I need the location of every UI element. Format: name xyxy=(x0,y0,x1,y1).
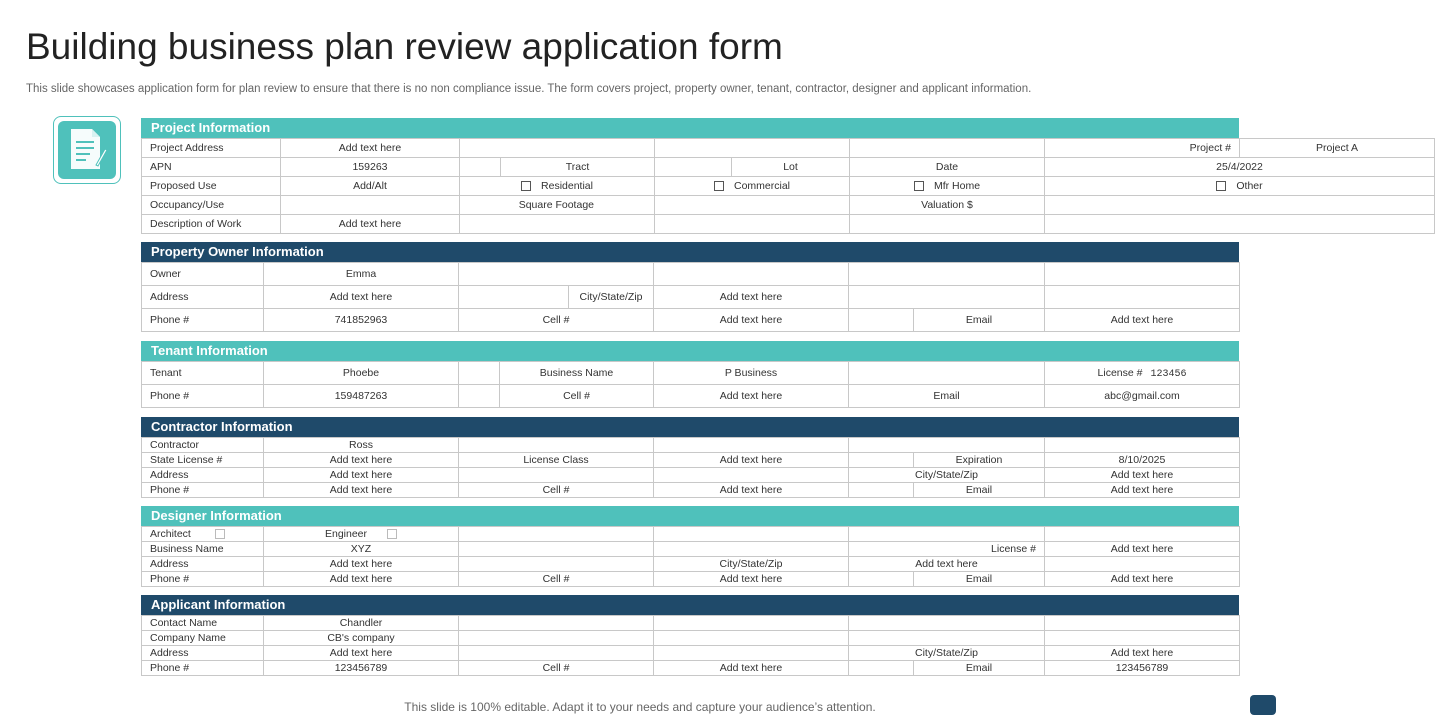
project-number-field[interactable]: Project A xyxy=(1240,139,1435,158)
empty-cell[interactable] xyxy=(849,616,1045,631)
designer-city-label: City/State/Zip xyxy=(654,557,849,572)
empty-cell[interactable] xyxy=(654,631,849,646)
designer-phone-label: Phone # xyxy=(142,572,264,587)
occupancy-field[interactable] xyxy=(281,196,460,215)
page-title: Building business plan review application form xyxy=(26,26,783,67)
empty-cell[interactable] xyxy=(849,453,914,468)
state-license-field[interactable]: Add text here xyxy=(264,453,459,468)
contractor-email-label: Email xyxy=(914,483,1045,498)
empty-cell[interactable] xyxy=(655,139,850,158)
empty-cell[interactable] xyxy=(459,631,654,646)
empty-cell[interactable] xyxy=(460,139,655,158)
applicant-cell-label: Cell # xyxy=(459,661,654,676)
applicant-cell-field[interactable]: Add text here xyxy=(654,661,849,676)
empty-cell[interactable] xyxy=(459,468,654,483)
valuation-field[interactable] xyxy=(1045,196,1435,215)
designer-section xyxy=(141,506,1239,587)
company-name-field[interactable]: CB's company xyxy=(264,631,459,646)
architect-checkbox[interactable] xyxy=(215,529,225,539)
contractor-city-label: City/State/Zip xyxy=(849,468,1045,483)
project-address-label: Project Address xyxy=(142,139,281,158)
valuation-label: Valuation $ xyxy=(850,196,1045,215)
empty-cell[interactable] xyxy=(1045,527,1240,542)
description-of-work-label: Description of Work xyxy=(142,215,281,234)
apn-label: APN xyxy=(142,158,281,177)
empty-cell[interactable] xyxy=(460,158,501,177)
other-option[interactable]: Other xyxy=(1045,177,1435,196)
business-name-label: Business Name xyxy=(500,362,654,385)
tract-label: Tract xyxy=(501,158,655,177)
contractor-section xyxy=(141,417,1239,498)
project-address-field[interactable]: Add text here xyxy=(281,139,460,158)
other-checkbox[interactable] xyxy=(1216,181,1226,191)
contractor-cell-field[interactable]: Add text here xyxy=(654,483,849,498)
empty-cell[interactable] xyxy=(849,527,1045,542)
tenant-license-label: License # xyxy=(1097,366,1143,379)
proposed-use-field[interactable]: Add/Alt xyxy=(281,177,460,196)
residential-option[interactable]: Residential xyxy=(460,177,655,196)
empty-cell[interactable] xyxy=(459,286,569,309)
state-license-label: State License # xyxy=(142,453,264,468)
license-class-field[interactable]: Add text here xyxy=(654,453,849,468)
empty-cell[interactable] xyxy=(654,263,849,286)
owner-phone-label: Phone # xyxy=(142,309,264,332)
tenant-field[interactable]: Phoebe xyxy=(264,362,459,385)
engineer-option[interactable]: Engineer xyxy=(264,527,459,542)
owner-label: Owner xyxy=(142,263,264,286)
empty-cell[interactable] xyxy=(654,646,849,661)
empty-cell[interactable] xyxy=(654,527,849,542)
designer-city-field[interactable]: Add text here xyxy=(849,557,1045,572)
tenant-section xyxy=(141,341,1239,408)
empty-cell[interactable] xyxy=(459,557,654,572)
applicant-city-label: City/State/Zip xyxy=(849,646,1045,661)
expiration-field[interactable]: 8/10/2025 xyxy=(1045,453,1240,468)
section-header: Contractor Information xyxy=(141,417,1239,437)
designer-phone-field[interactable]: Add text here xyxy=(264,572,459,587)
owner-address-label: Address xyxy=(142,286,264,309)
empty-cell[interactable] xyxy=(849,483,914,498)
commercial-checkbox[interactable] xyxy=(714,181,724,191)
empty-cell[interactable] xyxy=(849,309,914,332)
empty-cell[interactable] xyxy=(655,158,732,177)
empty-cell[interactable] xyxy=(654,438,849,453)
designer-license-label: License # xyxy=(849,542,1045,557)
empty-cell[interactable] xyxy=(849,661,914,676)
empty-cell[interactable] xyxy=(654,542,849,557)
designer-email-label: Email xyxy=(914,572,1045,587)
empty-cell[interactable] xyxy=(459,438,654,453)
designer-cell-label: Cell # xyxy=(459,572,654,587)
contact-name-field[interactable]: Chandler xyxy=(264,616,459,631)
business-name-field[interactable]: P Business xyxy=(654,362,849,385)
tenant-label: Tenant xyxy=(142,362,264,385)
contractor-address-field[interactable]: Add text here xyxy=(264,468,459,483)
empty-cell[interactable] xyxy=(460,215,655,234)
tenant-phone-label: Phone # xyxy=(142,385,264,408)
date-label: Date xyxy=(850,158,1045,177)
empty-cell[interactable] xyxy=(1045,215,1435,234)
applicant-phone-label: Phone # xyxy=(142,661,264,676)
empty-cell[interactable] xyxy=(655,215,850,234)
applicant-email-field[interactable]: 123456789 xyxy=(1045,661,1240,676)
owner-city-label: City/State/Zip xyxy=(569,286,654,309)
empty-cell[interactable] xyxy=(1045,616,1240,631)
empty-cell[interactable] xyxy=(849,631,1045,646)
license-class-label: License Class xyxy=(459,453,654,468)
empty-cell[interactable] xyxy=(459,385,500,408)
designer-business-label: Business Name xyxy=(142,542,264,557)
empty-cell[interactable] xyxy=(849,362,1045,385)
owner-city-field[interactable]: Add text here xyxy=(654,286,849,309)
empty-cell[interactable] xyxy=(459,542,654,557)
mfr-home-option[interactable]: Mfr Home xyxy=(850,177,1045,196)
applicant-city-field[interactable]: Add text here xyxy=(1045,646,1240,661)
contractor-phone-label: Phone # xyxy=(142,483,264,498)
residential-checkbox[interactable] xyxy=(521,181,531,191)
section-header: Property Owner Information xyxy=(141,242,1239,262)
expiration-label: Expiration xyxy=(914,453,1045,468)
empty-cell[interactable] xyxy=(1045,438,1240,453)
empty-cell[interactable] xyxy=(849,263,1045,286)
apn-field[interactable]: 159263 xyxy=(281,158,460,177)
owner-email-label: Email xyxy=(914,309,1045,332)
section-header: Project Information xyxy=(141,118,1239,138)
contractor-phone-field[interactable]: Add text here xyxy=(264,483,459,498)
property-owner-section xyxy=(141,242,1239,332)
empty-cell[interactable] xyxy=(654,616,849,631)
empty-cell[interactable] xyxy=(459,646,654,661)
project-information-section xyxy=(141,118,1359,234)
applicant-address-field[interactable]: Add text here xyxy=(264,646,459,661)
owner-email-field[interactable]: Add text here xyxy=(1045,309,1240,332)
date-field[interactable]: 25/4/2022 xyxy=(1045,158,1435,177)
designer-address-label: Address xyxy=(142,557,264,572)
section-header: Designer Information xyxy=(141,506,1239,526)
description-of-work-field[interactable]: Add text here xyxy=(281,215,460,234)
empty-cell[interactable] xyxy=(849,286,1045,309)
empty-cell[interactable] xyxy=(1045,631,1240,646)
document-edit-icon xyxy=(53,116,121,184)
empty-cell[interactable] xyxy=(850,139,1045,158)
tenant-license-field[interactable]: 123456 xyxy=(1150,368,1187,380)
designer-cell-field[interactable]: Add text here xyxy=(654,572,849,587)
empty-cell[interactable] xyxy=(459,263,654,286)
owner-cell-label: Cell # xyxy=(459,309,654,332)
empty-cell[interactable] xyxy=(1045,263,1240,286)
commercial-option[interactable]: Commercial xyxy=(655,177,850,196)
tenant-phone-field[interactable]: 159487263 xyxy=(264,385,459,408)
contractor-field[interactable]: Ross xyxy=(264,438,459,453)
owner-cell-field[interactable]: Add text here xyxy=(654,309,849,332)
tenant-cell-label: Cell # xyxy=(500,385,654,408)
footer-note: This slide is 100% editable. Adapt it to your needs and capture your audience’s attention. xyxy=(404,700,876,714)
designer-license-field[interactable]: Add text here xyxy=(1045,542,1240,557)
applicant-address-label: Address xyxy=(142,646,264,661)
empty-cell[interactable] xyxy=(459,362,500,385)
page-subtitle: This slide showcases application form for plan review to ensure that there is no non compliance issue. The form covers project, property owner, tenant, contractor, designer and applicant information. xyxy=(26,83,1032,95)
empty-cell[interactable] xyxy=(850,215,1045,234)
contractor-label: Contractor xyxy=(142,438,264,453)
applicant-phone-field[interactable]: 123456789 xyxy=(264,661,459,676)
tenant-email-label: Email xyxy=(849,385,1045,408)
applicant-email-label: Email xyxy=(914,661,1045,676)
corner-badge xyxy=(1250,695,1276,715)
empty-cell[interactable] xyxy=(1045,286,1240,309)
applicant-section xyxy=(141,595,1239,676)
owner-phone-field[interactable]: 741852963 xyxy=(264,309,459,332)
designer-address-field[interactable]: Add text here xyxy=(264,557,459,572)
empty-cell[interactable] xyxy=(459,616,654,631)
mfr-home-checkbox[interactable] xyxy=(914,181,924,191)
engineer-checkbox[interactable] xyxy=(387,529,397,539)
owner-field[interactable]: Emma xyxy=(264,263,459,286)
tenant-license-cell[interactable] xyxy=(1045,362,1240,385)
project-number-label: Project # xyxy=(1045,139,1240,158)
proposed-use-label: Proposed Use xyxy=(142,177,281,196)
designer-business-field[interactable]: XYZ xyxy=(264,542,459,557)
tenant-cell-field[interactable]: Add text here xyxy=(654,385,849,408)
occupancy-label: Occupancy/Use xyxy=(142,196,281,215)
empty-cell[interactable] xyxy=(654,468,849,483)
empty-cell[interactable] xyxy=(459,527,654,542)
empty-cell[interactable] xyxy=(849,572,914,587)
empty-cell[interactable] xyxy=(849,438,1045,453)
contact-name-label: Contact Name xyxy=(142,616,264,631)
square-footage-field[interactable] xyxy=(655,196,850,215)
tenant-email-field[interactable]: abc@gmail.com xyxy=(1045,385,1240,408)
architect-option[interactable]: Architect xyxy=(142,527,264,542)
empty-cell[interactable] xyxy=(1045,557,1240,572)
section-header: Tenant Information xyxy=(141,341,1239,361)
section-header: Applicant Information xyxy=(141,595,1239,615)
lot-label: Lot xyxy=(732,158,850,177)
designer-email-field[interactable]: Add text here xyxy=(1045,572,1240,587)
contractor-cell-label: Cell # xyxy=(459,483,654,498)
company-name-label: Company Name xyxy=(142,631,264,646)
contractor-email-field[interactable]: Add text here xyxy=(1045,483,1240,498)
square-footage-label: Square Footage xyxy=(460,196,655,215)
contractor-address-label: Address xyxy=(142,468,264,483)
owner-address-field[interactable]: Add text here xyxy=(264,286,459,309)
contractor-city-field[interactable]: Add text here xyxy=(1045,468,1240,483)
